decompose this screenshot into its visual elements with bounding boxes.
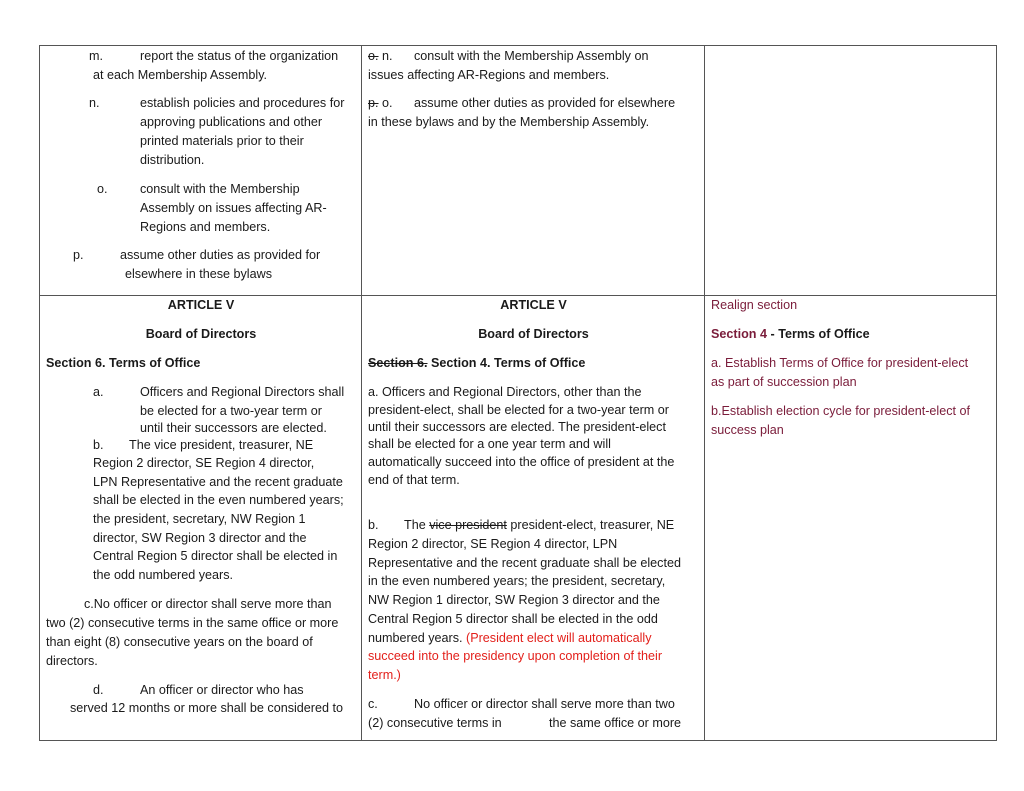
list-text: establish policies and procedures for	[140, 96, 345, 110]
board-heading: Board of Directors	[478, 327, 589, 341]
realign-note: Realign section	[711, 298, 798, 312]
list-text: consult with the Membership Assembly on	[414, 49, 649, 63]
section-heading: - Terms of Office	[767, 327, 870, 341]
list-letter: c.	[368, 697, 378, 711]
list-text: end of that term.	[368, 473, 460, 487]
list-letter: p.	[73, 248, 84, 262]
list-text: (2) consecutive terms in	[368, 716, 502, 730]
list-text: The vice president, treasurer, NE	[129, 438, 314, 452]
list-text: approving publications and other	[140, 115, 323, 129]
list-text: automatically succeed into the office of president at the	[368, 455, 675, 469]
list-text: the same office or more	[549, 716, 682, 730]
list-text: NW Region 1 director, SW Region 3 director and the	[368, 593, 660, 607]
list-text: Central Region 5 director shall be elected in the odd	[368, 612, 658, 626]
rationale-text: b.Establish election cycle for president-elect of	[711, 404, 971, 418]
rationale-text: a. Establish Terms of Office for president-elect	[711, 356, 969, 370]
rationale-text: as part of succession plan	[711, 375, 857, 389]
table-row	[40, 296, 997, 741]
list-text: until their successors are elected.	[140, 421, 327, 435]
list-text: than eight (8) consecutive years on the board of	[46, 635, 313, 649]
section-number: Section 4	[711, 327, 767, 341]
list-text: assume other duties as provided for	[120, 248, 321, 262]
current-bylaws-cell	[40, 296, 362, 741]
list-text: distribution.	[140, 153, 205, 167]
section-heading: Section 6. Terms of Office	[46, 356, 201, 370]
article-heading: ARTICLE V	[500, 298, 567, 312]
board-heading: Board of Directors	[145, 327, 257, 341]
list-letter: n.	[89, 96, 100, 110]
list-letter: d.	[93, 683, 104, 697]
list-text: printed materials prior to their	[140, 134, 304, 148]
rationale-cell	[705, 46, 997, 296]
struck-section-number: Section 6.	[368, 356, 428, 370]
list-text: a. Officers and Regional Directors, other than the	[368, 385, 642, 399]
list-text: An officer or director who has	[140, 683, 304, 697]
list-text: be elected for a two-year term or	[140, 404, 322, 418]
list-text: Region 2 director, SE Region 4 director,	[93, 456, 315, 470]
rationale-text: success plan	[711, 423, 784, 437]
list-letter: o.	[97, 182, 108, 196]
list-text: at each Membership Assembly.	[93, 68, 268, 82]
list-text: two (2) consecutive terms in the same office or more	[46, 616, 339, 630]
list-text: president-elect, treasurer, NE	[510, 518, 675, 532]
list-text: No officer or director shall serve more than two	[414, 697, 675, 711]
bylaws-comparison-table	[39, 45, 997, 741]
list-text: Representative and the recent graduate shall be elected	[368, 556, 681, 570]
list-text: shall be elected in the even numbered years;	[93, 493, 344, 507]
list-letter: o.	[382, 96, 393, 110]
list-text: Regions and members.	[140, 220, 271, 234]
struck-letter: o.	[368, 49, 379, 63]
current-bylaws-cell	[40, 46, 362, 296]
list-letter: m.	[89, 49, 103, 63]
struck-text: vice president	[429, 518, 507, 532]
proposed-bylaws-cell	[362, 296, 705, 741]
list-text: Central Region 5 director shall be elected in	[93, 549, 338, 563]
list-text: Assembly on issues affecting AR-	[140, 201, 327, 215]
list-letter: n.	[382, 49, 393, 63]
list-text: The	[404, 518, 426, 532]
list-text: director, SW Region 3 director and the	[93, 531, 307, 545]
list-text: shall be elected for a one year term and will	[368, 437, 611, 451]
list-text: in these bylaws and by the Membership Assembly.	[368, 115, 650, 129]
list-text: served 12 months or more shall be considered to	[70, 701, 344, 715]
list-text: president-elect, shall be elected for a two-year term or	[368, 403, 669, 417]
list-text: elsewhere in these bylaws	[125, 267, 273, 281]
list-text: Region 2 director, SE Region 4 director, LPN	[368, 537, 618, 551]
list-text: assume other duties as provided for elsewhere	[414, 96, 676, 110]
added-note: succeed into the presidency upon completion of their	[368, 649, 663, 663]
list-text: the odd numbered years.	[93, 568, 234, 582]
added-note: term.)	[368, 668, 401, 682]
article-heading: ARTICLE V	[167, 298, 235, 312]
list-text: until their successors are elected. The president-elect	[368, 420, 666, 434]
struck-letter: p.	[368, 96, 379, 110]
list-letter: a.	[93, 385, 104, 399]
list-text: issues affecting AR-Regions and members.	[368, 68, 610, 82]
list-text: numbered years.	[368, 631, 463, 645]
list-text: report the status of the organization	[140, 49, 339, 63]
added-note: (President elect will automatically	[466, 631, 652, 645]
list-text: the president, secretary, NW Region 1	[93, 512, 306, 526]
list-text: directors.	[46, 654, 98, 668]
list-text: LPN Representative and the recent graduate	[93, 475, 343, 489]
list-text: consult with the Membership	[140, 182, 300, 196]
list-text: c.No officer or director shall serve more than	[84, 597, 332, 611]
list-letter: b.	[368, 518, 379, 532]
proposed-bylaws-cell	[362, 46, 705, 296]
list-letter: b.	[93, 438, 104, 452]
rationale-cell	[705, 296, 997, 741]
list-text: in the even numbered years; the president, secretary,	[368, 574, 666, 588]
table-row	[40, 46, 997, 296]
section-heading: Section 4. Terms of Office	[431, 356, 586, 370]
list-text: Officers and Regional Directors shall	[140, 385, 345, 399]
